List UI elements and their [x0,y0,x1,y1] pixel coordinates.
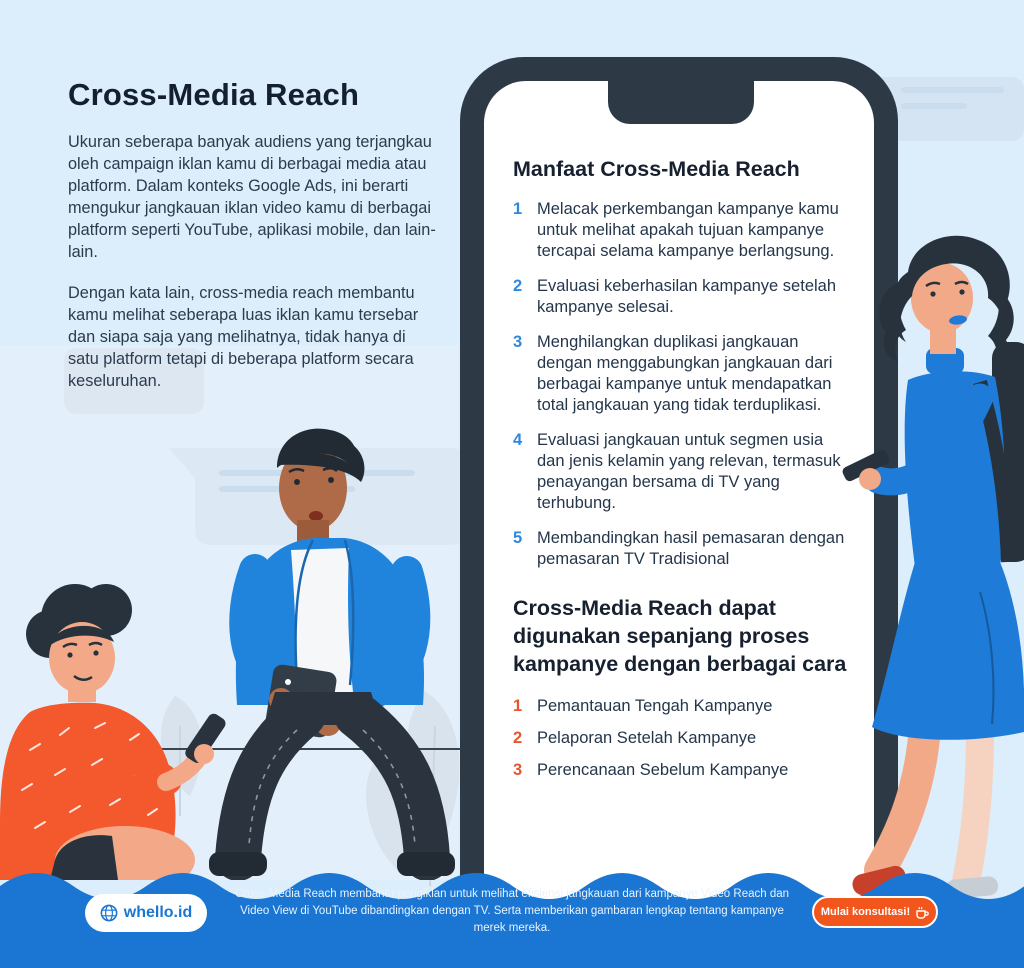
woman-blue-dress-illustration [830,232,1024,900]
item-number: 2 [513,729,523,747]
cta-label: Mulai konsultasi! [820,906,911,918]
phone-notch [608,81,754,124]
item-text: Evaluasi keberhasilan kampanye setelah kampanye selesai. [537,277,837,316]
usage-item [513,696,849,717]
benefit-item [513,528,849,570]
whello-logo[interactable] [85,894,207,932]
footer [0,872,1024,968]
item-text: Menghilangkan duplikasi jangkauan dengan menggabungkan jangkauan dari berbagai kampanye untuk mendapatkan total jangkauan yang tidak terduplikasi. [537,333,833,414]
bubble-line [901,87,1004,93]
page-title: Cross-Media Reach [68,77,360,112]
benefit-item [513,199,849,262]
usage-list [513,696,849,781]
item-number: 4 [513,431,523,449]
consultation-cta-button[interactable] [812,896,938,928]
intro-paragraph-1: Ukuran seberapa banyak audiens yang terjangkau oleh campaign iklan kamu di berbagai media atau platform. Dalam konteks Google Ads, ini berarti mengukur jangkauan iklan video kamu di berbagai platform seperti YouTube, aplikasi mobile, dan lain-lain. [68,133,436,262]
speech-bubble-decor [877,77,1024,141]
benefits-heading: Manfaat Cross-Media Reach [513,157,800,181]
item-text: Pelaporan Setelah Kampanye [537,729,757,747]
item-text: Evaluasi jangkauan untuk segmen usia dan jenis kelamin yang relevan, termasuk penayangan bersama di TV yang terhubung. [537,431,841,512]
item-text: Perencanaan Sebelum Kampanye [537,761,789,779]
phone-screen [484,81,874,968]
item-text: Membandingkan hasil pemasaran dengan pemasaran TV Tradisional [537,529,845,568]
benefits-list [513,199,849,570]
intro-paragraph-2: Dengan kata lain, cross-media reach membantu kamu melihat seberapa luas iklan kamu tersebar dan siapa saja yang melihatnya, tidak hanya di satu platform tetapi di beberapa platform secara keseluruhan. [68,284,419,391]
item-number: 5 [513,529,523,547]
item-number: 1 [513,697,523,715]
benefit-item [513,276,849,318]
usage-heading: Cross-Media Reach dapat digunakan sepanjang proses kampanye dengan berbagai cara [513,596,847,676]
usage-item [513,728,849,749]
item-text: Melacak perkembangan kampanye kamu untuk melihat apakah tujuan kampanye tercapai selama kampanye berlangsung. [537,200,839,260]
bubble-line [901,103,967,109]
item-number: 1 [513,200,523,218]
logo-text: whello.id [123,904,193,921]
usage-item [513,760,849,781]
item-text: Pemantauan Tengah Kampanye [537,697,773,715]
benefit-item [513,332,849,416]
coffee-cup-icon [915,906,929,919]
benefit-item [513,430,849,514]
globe-www-icon [100,904,118,922]
man-blue-jacket-illustration [185,420,475,880]
item-number: 2 [513,277,523,295]
footer-description: Cross-Media Reach membantu pengiklan untuk melihat efisiensi jangkauan dari kampanye Video Reach dan Video View di YouTube dibandingkan dengan TV. Serta memberikan gambaran lengkap tentang kampanye merek mereka. [234,888,790,934]
item-number: 3 [513,333,523,351]
item-number: 3 [513,761,523,779]
